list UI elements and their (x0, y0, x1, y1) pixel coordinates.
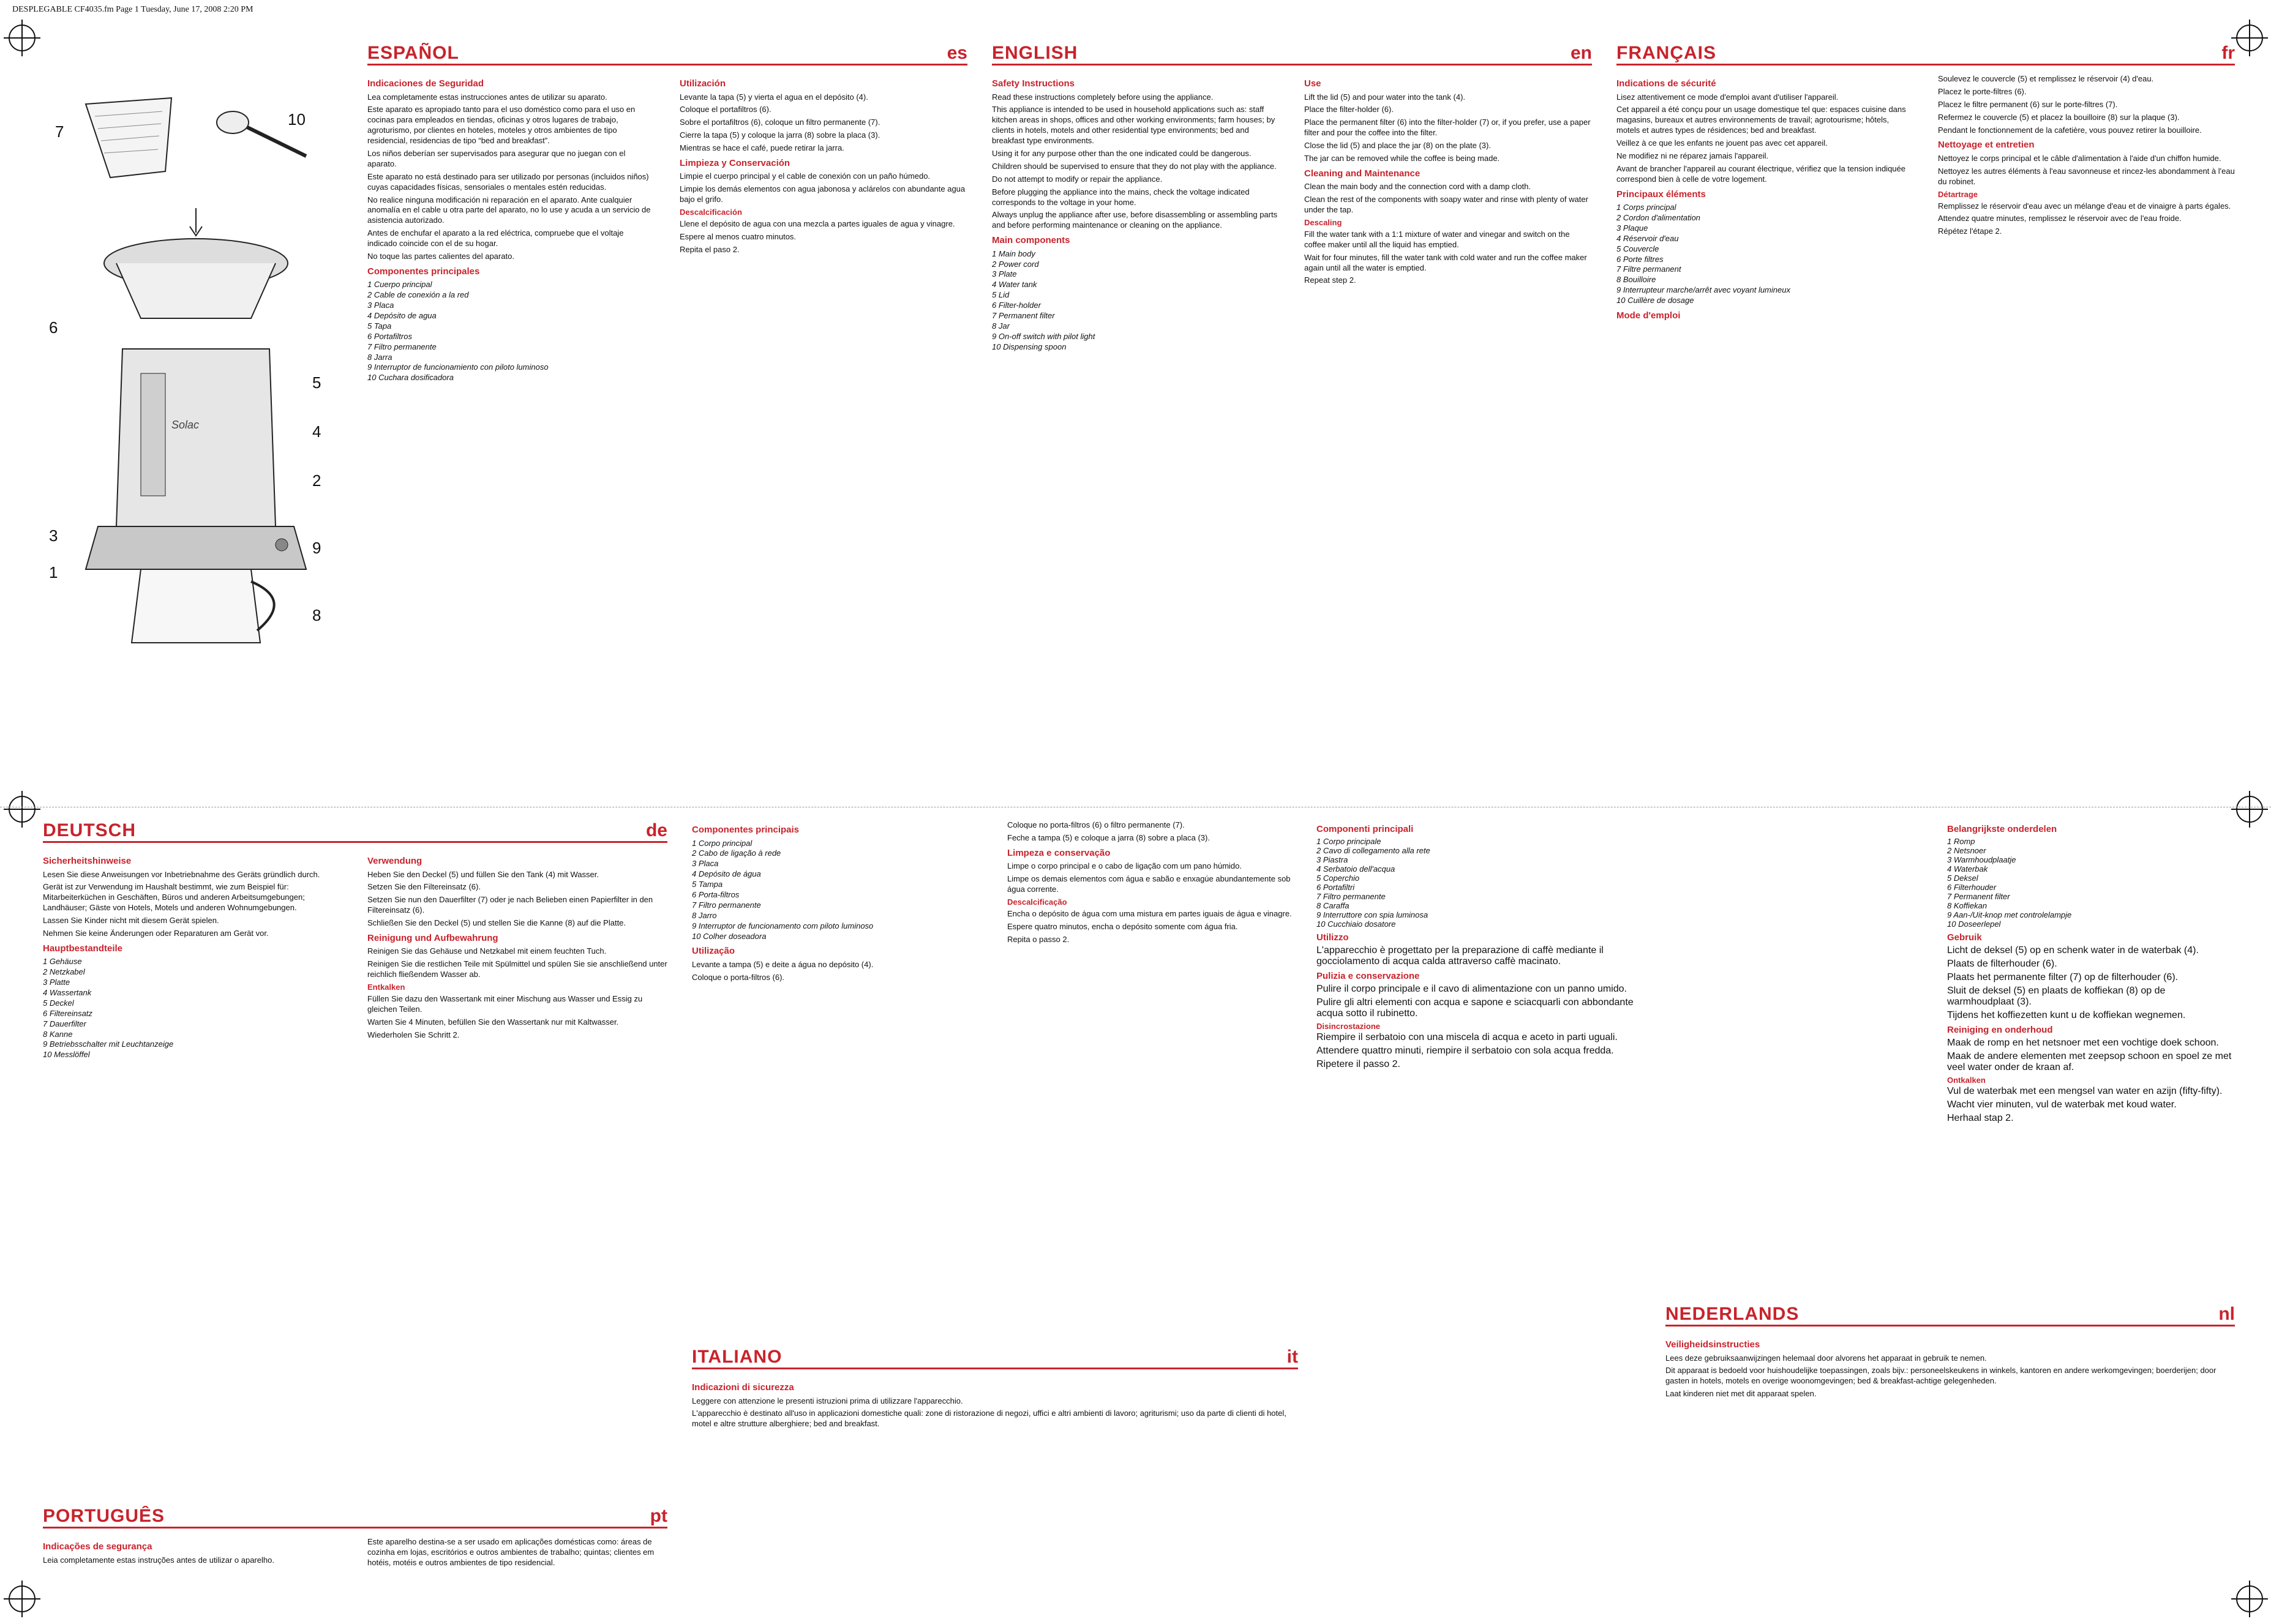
language-title: ENGLISH (992, 43, 1078, 63)
list-item: Levante la tapa (5) y vierta el agua en el depósito (4). (680, 92, 868, 102)
part-item: 3 Placa (692, 859, 719, 869)
list-item: Cierre la tapa (5) y coloque la jarra (8) sobre la placa (3). (680, 130, 880, 140)
registration-mark (2236, 796, 2263, 823)
language-title: ESPAÑOL (367, 43, 459, 63)
list-item: Clean the rest of the components with soapy water and rinse with plenty of water under the tap. (1304, 195, 1588, 215)
list-item: Do not attempt to modify or repair the appliance. (992, 174, 1163, 184)
section-deutsch (43, 820, 667, 1487)
part-item: 6 Filterhouder (1947, 883, 1997, 892)
subheading: Descalcificación (680, 208, 742, 217)
section-heading: Utilizzo (1316, 932, 1349, 943)
list-item: Llene el depósito de agua con una mezcla a partes iguales de agua y vinagre. (680, 219, 955, 229)
list-item: Ne modifiez ni ne réparez jamais l'appareil. (1616, 151, 1769, 160)
callout-4: 4 (312, 422, 321, 441)
list-item: Este aparato es apropiado tanto para el uso doméstico como para el uso en cocinas para empleados en tiendas, oficinas y otros lugares de trabajo, agroturismo, por clientes en hoteles, moteles y otros ambientes de tipo residencial, residencias de tipo “bed and breakfast”. (367, 105, 636, 146)
list-item: No realice ninguna modificación ni reparación en el aparato. Ante cualquier anomalía en el cable u otra parte del aparato, no lo use y acuda a un servicio de asistencia autorizado. (367, 195, 651, 225)
part-item: 1 Corps principal (1616, 203, 1676, 212)
list-item: Licht de deksel (5) op en schenk water in de waterbak (4). (1947, 945, 2199, 956)
part-item: 1 Gehäuse (43, 957, 82, 967)
part-item: 4 Water tank (992, 280, 1037, 290)
list-item: Lisez attentivement ce mode d'emploi avant d'utiliser l'appareil. (1616, 92, 1839, 102)
language-code: de (645, 820, 667, 840)
section-heading: Utilização (692, 946, 735, 957)
list-item: Fill the water tank with a 1:1 mixture of water and vinegar and switch on the coffee maker until all the liquid has emptied. (1304, 229, 1570, 249)
part-item: 3 Platte (43, 978, 70, 987)
part-item: 5 Couvercle (1616, 244, 1659, 253)
list-item: Placez le filtre permanent (6) sur le porte-filtres (7). (1938, 99, 2118, 109)
section-nederlands (1665, 1304, 2235, 1585)
part-item: 1 Corpo principale (1316, 837, 1381, 846)
list-item: Mientras se hace el café, puede retirar la jarra. (680, 143, 844, 153)
callout-5: 5 (312, 373, 321, 392)
list-item: Repita el paso 2. (680, 244, 740, 254)
section-heading: Veiligheidsinstructies (1665, 1339, 1760, 1350)
list-item: Herhaal stap 2. (1947, 1113, 2014, 1123)
list-item: Répétez l'étape 2. (1938, 226, 2002, 236)
part-item: 4 Réservoir d'eau (1616, 233, 1679, 243)
part-item: 2 Netzkabel (43, 967, 85, 977)
list-item: Setzen Sie den Filtereinsatz (6). (367, 882, 481, 892)
list-item: Sobre el portafiltros (6), coloque un filtro permanente (7). (680, 118, 880, 127)
registration-mark (9, 24, 36, 51)
part-item: 2 Netsnoer (1947, 846, 1986, 855)
section-heading: Belangrijkste onderdelen (1947, 824, 2057, 834)
callout-9: 9 (312, 539, 321, 557)
list-item: Close the lid (5) and place the jar (8) on the plate (3). (1304, 141, 1491, 151)
registration-mark (2236, 1585, 2263, 1612)
part-item: 7 Filtro permanente (1316, 892, 1386, 901)
language-title: NEDERLANDS (1665, 1304, 1800, 1324)
section-heading: Gebruik (1947, 932, 1982, 943)
list-item: Attendez quatre minutes, remplissez le réservoir avec de l'eau froide. (1938, 214, 2182, 223)
section-heading: Use (1304, 78, 1321, 89)
list-item: Füllen Sie dazu den Wassertank mit einer Mischung aus Wasser und Essig zu gleichen Teilen. (367, 994, 643, 1014)
part-item: 9 On-off switch with pilot light (992, 331, 1095, 341)
list-item: Maak de andere elementen met zeepsop schoon en spoel ze met veel water onder de kraan af. (1947, 1051, 2232, 1072)
section-heading: Componenti principali (1316, 824, 1414, 834)
list-item: Attendere quattro minuti, riempire il serbatoio con sola acqua fredda. (1316, 1046, 1614, 1056)
list-item: Laat kinderen niet met dit apparaat spelen. (1665, 1389, 1817, 1399)
part-item: 9 Betriebsschalter mit Leuchtanzeige (43, 1039, 174, 1049)
list-item: Encha o depósito de água com uma mistura em partes iguais de água e vinagre. (1007, 908, 1292, 918)
language-code: en (1570, 43, 1592, 63)
section-heading: Principaux éléments (1616, 189, 1706, 200)
part-item: 3 Plaque (1616, 223, 1648, 233)
list-item: Tijdens het koffiezetten kunt u de koffiekan wegnemen. (1947, 1010, 2186, 1020)
list-item: L'apparecchio è progettato per la preparazione di caffè mediante il gocciolamento di acqua calda attraverso caffè macinato. (1316, 945, 1604, 967)
part-item: 1 Corpo principal (692, 838, 753, 848)
section-francais (1616, 43, 2235, 796)
part-item: 6 Filter-holder (992, 301, 1041, 310)
section-heading: Main components (992, 235, 1070, 246)
section-english (992, 43, 1592, 796)
section-heading: Hauptbestandteile (43, 943, 123, 954)
list-item: Nehmen Sie keine Änderungen oder Reparaturen am Gerät vor. (43, 928, 269, 938)
list-item: Ripetere il passo 2. (1316, 1059, 1400, 1069)
subheading: Descaling (1304, 218, 1342, 228)
print-slug: DESPLEGABLE CF4035.fm Page 1 Tuesday, June 17, 2008 2:20 PM (12, 5, 253, 14)
list-item: Leia completamente estas instruções antes de utilizar o aparelho. (43, 1555, 274, 1565)
part-item: 1 Main body (992, 249, 1035, 258)
list-item: Los niños deberían ser supervisados para asegurar que no juegan con el aparato. (367, 148, 626, 168)
list-item: Nettoyez le corps principal et le câble d'alimentation à l'aide d'un chiffon humide. (1938, 153, 2221, 163)
list-item: Nettoyez les autres éléments à l'eau savonneuse et rincez-les abondamment à l'eau du robinet. (1938, 166, 2235, 186)
language-code: it (1286, 1347, 1298, 1367)
part-item: 9 Interruptor de funcionamento com piloto luminoso (692, 921, 874, 930)
part-item: 10 Cuchara dosificadora (367, 373, 454, 383)
part-item: 7 Filtro permanente (367, 342, 437, 351)
part-item: 6 Portafiltri (1316, 883, 1355, 892)
list-item: Place the filter-holder (6). (1304, 105, 1394, 114)
callout-3: 3 (49, 526, 58, 545)
svg-text:Solac: Solac (171, 419, 200, 431)
part-item: 5 Coperchio (1316, 874, 1360, 883)
list-item: Coloque no porta-filtros (6) o filtro permanente (7). (1007, 820, 1185, 829)
section-heading: Utilización (680, 78, 726, 89)
language-code: fr (2221, 43, 2235, 63)
part-item: 1 Romp (1947, 837, 1975, 846)
list-item: L'apparecchio è destinato all'uso in applicazioni domestiche quali: zone di ristorazione di negozi, uffici e altri ambienti di lavoro; agriturismi; uso da parte di clienti di hotel, motel e altre strutture alberghiere; bed and breakfast. (692, 1409, 1286, 1429)
list-item: Plaats de filterhouder (6). (1947, 959, 2057, 969)
list-item: Wiederholen Sie Schritt 2. (367, 1030, 460, 1039)
section-portugues-continued (692, 820, 1298, 1328)
language-code: es (947, 43, 967, 63)
part-item: 10 Cucchiaio dosatore (1316, 919, 1396, 929)
list-item: Lift the lid (5) and pour water into the tank (4). (1304, 92, 1466, 102)
part-item: 5 Deksel (1947, 874, 1978, 883)
part-item: 3 Piastra (1316, 855, 1348, 864)
part-item: 8 Caraffa (1316, 901, 1349, 910)
registration-mark (9, 1585, 36, 1612)
part-item: 9 Interruptor de funcionamiento con piloto luminoso (367, 362, 549, 372)
part-item: 2 Power cord (992, 259, 1039, 269)
part-item: 1 Cuerpo principal (367, 280, 432, 290)
part-item: 7 Permanent filter (992, 311, 1055, 321)
list-item: Schließen Sie den Deckel (5) und stellen Sie die Kanne (8) auf die Platte. (367, 918, 626, 928)
part-item: 9 Aan-/Uit-knop met controlelampje (1947, 910, 2072, 919)
subheading: Descalcificação (1007, 897, 1067, 907)
callout-2: 2 (312, 471, 321, 490)
part-item: 9 Interrupteur marche/arrêt avec voyant lumineux (1616, 285, 1790, 295)
list-item: Wait for four minutes, fill the water tank with cold water and run the coffee maker again until all the water is emptied. (1304, 252, 1587, 272)
part-item: 8 Koffiekan (1947, 901, 1988, 910)
list-item: Avant de brancher l'appareil au courant électrique, vérifiez que la tension indiquée correspond bien à celle de votre logement. (1616, 163, 1905, 184)
part-item: 10 Messlöffel (43, 1050, 90, 1060)
list-item: Levante a tampa (5) e deite a água no depósito (4). (692, 959, 874, 969)
section-heading: Mode d'emploi (1616, 310, 1681, 321)
subheading: Disincrostazione (1316, 1022, 1381, 1031)
list-item: Warten Sie 4 Minuten, befüllen Sie den Wassertank nur mit Kaltwasser. (367, 1017, 619, 1027)
list-item: Heben Sie den Deckel (5) und füllen Sie den Tank (4) mit Wasser. (367, 869, 599, 879)
list-item: Refermez le couvercle (5) et placez la bouilloire (8) sur la plaque (3). (1938, 112, 2180, 122)
part-item: 4 Waterbak (1947, 864, 1988, 874)
list-item: Espere al menos cuatro minutos. (680, 231, 797, 241)
list-item: Este aparato no está destinado para ser utilizado por personas (incluidos niños) cuyas capacidades físicas, sensoriales o mentales estén reducidas. (367, 171, 649, 192)
callout-1: 1 (49, 563, 58, 582)
list-item: Espere quatro minutos, encha o depósito somente com água fria. (1007, 921, 1238, 931)
list-item: Maak de romp en het netsnoer met een vochtige doek schoon. (1947, 1038, 2219, 1048)
list-item: Reinigen Sie das Gehäuse und Netzkabel mit einem feuchten Tuch. (367, 946, 607, 956)
part-item: 9 Interruttore con spia luminosa (1316, 910, 1428, 919)
language-title: PORTUGUÊS (43, 1506, 165, 1526)
part-item: 10 Dispensing spoon (992, 342, 1067, 351)
section-heading: Safety Instructions (992, 78, 1075, 89)
callout-6: 6 (49, 318, 58, 337)
section-heading: Indicações de segurança (43, 1541, 152, 1552)
section-nederlands-continued (1947, 820, 2235, 1298)
part-item: 10 Doseerlepel (1947, 919, 2001, 929)
list-item: Vul de waterbak met een mengsel van water en azijn (fifty-fifty). (1947, 1086, 2223, 1096)
section-heading: Reinigung und Aufbewahrung (367, 932, 498, 943)
list-item: Repeat step 2. (1304, 275, 1356, 285)
list-item: Place the permanent filter (6) into the filter-holder (7) or, if you prefer, use a paper filter and pour the coffee into the filter. (1304, 118, 1591, 138)
list-item: Pulire il corpo principale e il cavo di alimentazione con un panno umido. (1316, 984, 1627, 994)
list-item: Soulevez le couvercle (5) et remplissez le réservoir (4) d'eau. (1938, 74, 2154, 83)
list-item: Using it for any purpose other than the one indicated could be dangerous. (992, 148, 1252, 158)
list-item: Gerät ist zur Verwendung im Haushalt bestimmt, wie zum Beispiel für: Mitarbeiterküchen in Geschäften, Büros und anderen Arbeitsumgebungen; Landhäuser; Gäste von Hotels, Motels und anderen Wohnumgebungen. (43, 882, 305, 913)
list-item: Este aparelho destina-se a ser usado em aplicações domésticas como: áreas de cozinha em lojas, escritórios e outros ambientes de trabalho; quintas; clientes em hotéis, motéis e outros ambientes de tipo residencial. (367, 1537, 655, 1567)
part-item: 8 Bouilloire (1616, 275, 1656, 285)
section-heading: Limpieza y Conservación (680, 157, 790, 168)
part-item: 2 Cable de conexión a la red (367, 290, 469, 300)
section-heading: Verwendung (367, 856, 422, 866)
list-item: No toque las partes calientes del aparato. (367, 251, 514, 261)
list-item: Placez le porte-filtres (6). (1938, 86, 2027, 96)
registration-mark (9, 796, 36, 823)
section-heading: Indicazioni di sicurezza (692, 1382, 794, 1393)
part-item: 4 Wassertank (43, 988, 92, 998)
section-heading: Indicaciones de Seguridad (367, 78, 484, 89)
part-item: 6 Filtereinsatz (43, 1008, 92, 1018)
part-item: 4 Depósito de água (692, 869, 761, 879)
part-item: 6 Portafiltros (367, 331, 412, 341)
list-item: Riempire il serbatoio con una miscela di acqua e aceto in parti uguali. (1316, 1032, 1618, 1042)
list-item: Wacht vier minuten, vul de waterbak met koud water. (1947, 1099, 2177, 1110)
list-item: Before plugging the appliance into the mains, check the voltage indicated corresponds to the voltage in your home. (992, 187, 1250, 207)
list-item: Pulire gli altri elementi con acqua e sapone e sciacquarli con abbondante acqua sotto il rubinetto. (1316, 997, 1634, 1019)
part-item: 8 Kanne (43, 1029, 73, 1039)
subheading: Détartrage (1938, 189, 1978, 199)
part-item: 10 Cuillère de dosage (1616, 296, 1694, 305)
language-code: nl (2218, 1304, 2235, 1324)
list-item: Dit apparaat is bedoeld voor huishoudelijke toepassingen, zoals bijv.: personeelskeukens in winkels, kantoren en andere werkomgevingen; boerderijen; door gasten in hotels, motels en overige woonomgevingen; bed & breakfast-achtige gelegenheden. (1665, 1366, 2217, 1386)
section-heading: Componentes principales (367, 266, 480, 277)
section-heading: Indications de sécurité (1616, 78, 1716, 89)
section-heading: Sicherheitshinweise (43, 856, 132, 866)
part-item: 6 Porta-filtros (692, 889, 740, 899)
subheading: Entkalken (367, 982, 405, 992)
list-item: Remplissez le réservoir d'eau avec un mélange d'eau et de vinaigre à parts égales. (1938, 201, 2231, 211)
section-heading: Limpeza e conservação (1007, 847, 1111, 858)
part-item: 3 Placa (367, 301, 394, 310)
list-item: Children should be supervised to ensure that they do not play with the appliance. (992, 161, 1277, 171)
list-item: This appliance is intended to be used in household applications such as: staff kitchen areas in shops, offices and other working environments; farm houses; by clients in hotels, motels and other residential type environments; bed and breakfast type environments. (992, 105, 1275, 146)
part-item: 8 Jarro (692, 910, 717, 920)
list-item: Clean the main body and the connection cord with a damp cloth. (1304, 182, 1531, 192)
part-item: 4 Depósito de agua (367, 311, 437, 321)
section-heading: Pulizia e conservazione (1316, 971, 1420, 981)
list-item: Lassen Sie Kinder nicht mit diesem Gerät spielen. (43, 916, 219, 926)
section-espanol (367, 43, 967, 796)
list-item: Limpe os demais elementos com água e sabão e enxagúe abundantemente sob água corrente. (1007, 874, 1291, 894)
part-item: 7 Dauerfilter (43, 1019, 86, 1028)
part-item: 5 Deckel (43, 998, 74, 1008)
part-item: 5 Lid (992, 290, 1010, 300)
list-item: Limpe o corpo principal e o cabo de ligação com um pano húmido. (1007, 861, 1242, 871)
language-code: pt (650, 1506, 667, 1526)
part-item: 7 Filtre permanent (1616, 264, 1681, 274)
subheading: Ontkalken (1947, 1076, 1986, 1085)
section-italiano (692, 1347, 1298, 1585)
callout-8: 8 (312, 606, 321, 624)
section-italiano-continued (1316, 820, 1647, 1585)
list-item: Feche a tampa (5) e coloque a jarra (8) sobre a placa (3). (1007, 833, 1210, 842)
list-item: Coloque el portafiltros (6). (680, 105, 771, 114)
coffee-maker-illustration (49, 31, 337, 655)
list-item: Cet appareil a été conçu pour un usage domestique tel que: espaces cuisine dans magasins, bureaux et autres environnements de travail; agrotourisme; hôtels, motels et autres types de résidences; bed and breakfast. (1616, 105, 1906, 135)
list-item: Limpie los demás elementos con agua jabonosa y aclárelos con abundante agua bajo el grifo. (680, 184, 966, 204)
list-item: Lesen Sie diese Anweisungen vor Inbetriebnahme des Geräts gründlich durch. (43, 869, 320, 879)
list-item: Setzen Sie nun den Dauerfilter (7) oder je nach Belieben einen Papierfilter in den Filtereinsatz (6). (367, 895, 653, 915)
part-item: 4 Serbatoio dell'acqua (1316, 864, 1395, 874)
section-heading: Nettoyage et entretien (1938, 140, 2035, 151)
language-title: DEUTSCH (43, 820, 137, 840)
list-item: The jar can be removed while the coffee is being made. (1304, 153, 1500, 163)
list-item: Read these instructions completely before using the appliance. (992, 92, 1214, 102)
part-item: 6 Porte filtres (1616, 254, 1664, 264)
list-item: Veillez à ce que les enfants ne jouent pas avec cet appareil. (1616, 138, 1828, 148)
list-item: Lees deze gebruiksaanwijzingen helemaal door alvorens het apparaat in gebruik te nemen. (1665, 1353, 1987, 1363)
fold-line (0, 807, 2271, 808)
part-item: 8 Jarra (367, 352, 392, 362)
part-item: 7 Permanent filter (1947, 892, 2010, 901)
list-item: Always unplug the appliance after use, before disassembling or assembling parts and before performing maintenance or cleaning on the appliance. (992, 210, 1278, 230)
section-portugues (43, 1506, 667, 1585)
part-item: 5 Tapa (367, 321, 392, 331)
part-item: 3 Warmhoudplaatje (1947, 855, 2016, 864)
list-item: Plaats het permanente filter (7) op de filterhouder (6). (1947, 972, 2179, 982)
list-item: Reinigen Sie die restlichen Teile mit Spülmittel und spülen Sie sie anschließend unter reichlich fließendem Wasser ab. (367, 959, 667, 979)
callout-7: 7 (55, 122, 64, 141)
list-item: Antes de enchufar el aparato a la red eléctrica, compruebe que el voltaje indicado coincide con el de su hogar. (367, 228, 624, 249)
language-title: ITALIANO (692, 1347, 783, 1367)
part-item: 8 Jar (992, 321, 1010, 331)
section-heading: Componentes principais (692, 825, 800, 835)
list-item: Coloque o porta-filtros (6). (692, 972, 785, 982)
list-item: Repita o passo 2. (1007, 934, 1070, 944)
part-item: 10 Colher doseadora (692, 931, 767, 941)
part-item: 3 Plate (992, 269, 1017, 279)
part-item: 2 Cordon d'alimentation (1616, 213, 1700, 223)
part-item: 7 Filtro permanente (692, 900, 761, 910)
registration-mark (2236, 24, 2263, 51)
list-item: Pendant le fonctionnement de la cafetière, vous pouvez retirer la bouilloire. (1938, 125, 2202, 135)
list-item: Sluit de deksel (5) en plaats de koffiekan (8) op de warmhoudplaat (3). (1947, 986, 2166, 1007)
list-item: Leggere con attenzione le presenti istruzioni prima di utilizzare l'apparecchio. (692, 1396, 963, 1405)
part-item: 2 Cavo di collegamento alla rete (1316, 846, 1430, 855)
part-item: 5 Tampa (692, 880, 723, 889)
section-heading: Reiniging en onderhoud (1947, 1025, 2053, 1035)
language-title: FRANÇAIS (1616, 43, 1716, 63)
list-item: Lea completamente estas instrucciones antes de utilizar su aparato. (367, 92, 607, 102)
part-item: 2 Cabo de ligação à rede (692, 848, 781, 858)
section-heading: Cleaning and Maintenance (1304, 168, 1421, 179)
callout-10: 10 (288, 110, 306, 129)
list-item: Limpie el cuerpo principal y el cable de conexión con un paño húmedo. (680, 171, 931, 181)
